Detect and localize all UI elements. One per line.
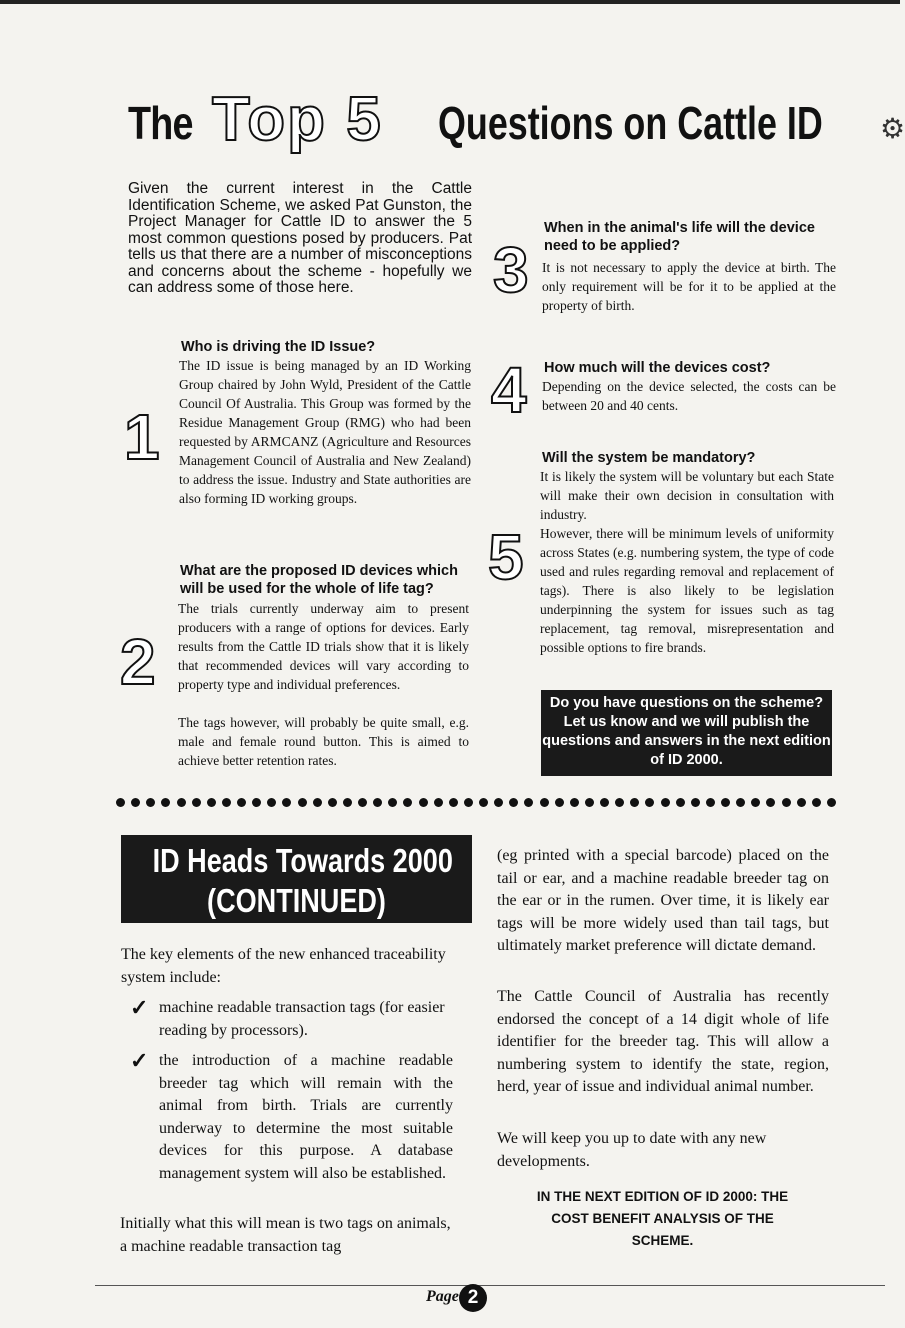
question-4: How much will the devices cost?	[544, 360, 771, 376]
question-2: What are the proposed ID devices which will be used for the whole of life tag?	[180, 563, 458, 597]
intro-paragraph: Given the current interest in the Cattle Identification Scheme, we asked Pat Gunston, the Project Manager for Cattle ID to answer the 5 most common questions posed by producers. Pat tells us that there are a number of misconceptions and concerns about the scheme - hopefully we can address some of those here.	[128, 180, 472, 296]
article-para-right-3: We will keep you up to date with any new developments.	[497, 1130, 767, 1170]
headline-top5: Top 5	[212, 85, 383, 154]
answer-5b: However, there will be minimum levels of uniformity across States (e.g. numbering system, the type of code used and rules regarding removal and replacement of tags). There is also likely to be legislation underpinning the system for issues such as tag replacement, tag removal, misrepresentation and possible options to fire brands.	[540, 526, 834, 655]
question-1: Who is driving the ID Issue?	[181, 339, 376, 355]
page-number: 2	[459, 1284, 487, 1312]
question-5: Will the system be mandatory?	[542, 450, 756, 466]
article-para-left: Initially what this will mean is two tags on animals, a machine readable transaction tag	[120, 1215, 451, 1255]
headline-questions: Questions on Cattle ID	[438, 97, 823, 149]
top-rule	[0, 0, 900, 4]
check-mark-icon: ✓	[130, 1048, 149, 1073]
answer-2: The trials currently underway aim to present producers with a range of options for devices. Early results from the Cattle ID trials show that it is likely that recommended devices will vary according to property type and individual preferences.	[178, 601, 469, 692]
answer-3: It is not necessary to apply the device at birth. The only requirement will be for it to be applied at the property of birth.	[542, 260, 836, 313]
headline-the: The	[128, 97, 193, 149]
answer-4: Depending on the device selected, the costs can be between 20 and 40 cents.	[542, 379, 836, 413]
check-mark-icon: ✓	[130, 995, 149, 1020]
answer-5: It is likely the system will be voluntary but each State will make their own decision in consultation with industry.	[540, 469, 834, 522]
number-4: 4	[491, 354, 527, 426]
questions-notice: Do you have questions on the scheme? Let us know and we will publish the questions and answers in the next edition of ID 2000.	[541, 690, 832, 776]
article-lead: The key elements of the new enhanced traceability system include:	[121, 946, 446, 986]
number-3: 3	[493, 234, 529, 306]
number-2: 2	[120, 626, 156, 698]
article-title-continued: (CONTINUED)	[207, 882, 386, 919]
page-label: Page	[426, 1288, 459, 1305]
article-para-right-1: (eg printed with a special barcode) placed on the tail or ear, and a machine readable breeder tag on the ear or in the rumen. Over time, it is likely ear tags will be more widely used than tail tags, but ultimately market preference will dictate demand.	[497, 847, 829, 954]
gear-icon: ⚙	[880, 114, 905, 145]
number-5: 5	[488, 521, 524, 593]
article-title: ID Heads Towards 2000	[152, 842, 453, 879]
footer-rule	[95, 1285, 885, 1286]
check-item-2: the introduction of a machine readable breeder tag which will remain with the animal from birth. Trials are currently underway to determine the most suitable devices for this purpose. A database management system will also be established.	[159, 1052, 453, 1182]
question-3: When in the animal's life will the device need to be applied?	[544, 220, 815, 254]
article-title-box	[121, 835, 472, 923]
check-item-1: machine readable transaction tags (for easier reading by processors).	[159, 999, 445, 1039]
answer-1: The ID issue is being managed by an ID Working Group chaired by John Wyld, President of the Cattle Council Of Australia. This Group was formed by the Residue Management Group (RMG) who had been requested by ARMCANZ (Agriculture and Resources Management Council of Australia and New Zealand) to address the issue. Industry and State authorities are also forming ID working groups.	[179, 358, 471, 506]
dotted-divider	[116, 793, 836, 811]
number-1: 1	[124, 401, 160, 473]
answer-2b: The tags however, will probably be quite small, e.g. male and female round button. This is aimed to achieve better retention rates.	[178, 715, 469, 768]
article-para-right-2: The Cattle Council of Australia has recently endorsed the concept of a 14 digit whole of life identifier for the breeder tag. This will allow a numbering system to identify the state, region, herd, year of issue and individual animal number.	[497, 988, 829, 1095]
next-edition-note: IN THE NEXT EDITION OF ID 2000: THE COST BENEFIT ANALYSIS OF THE SCHEME.	[536, 1189, 789, 1248]
